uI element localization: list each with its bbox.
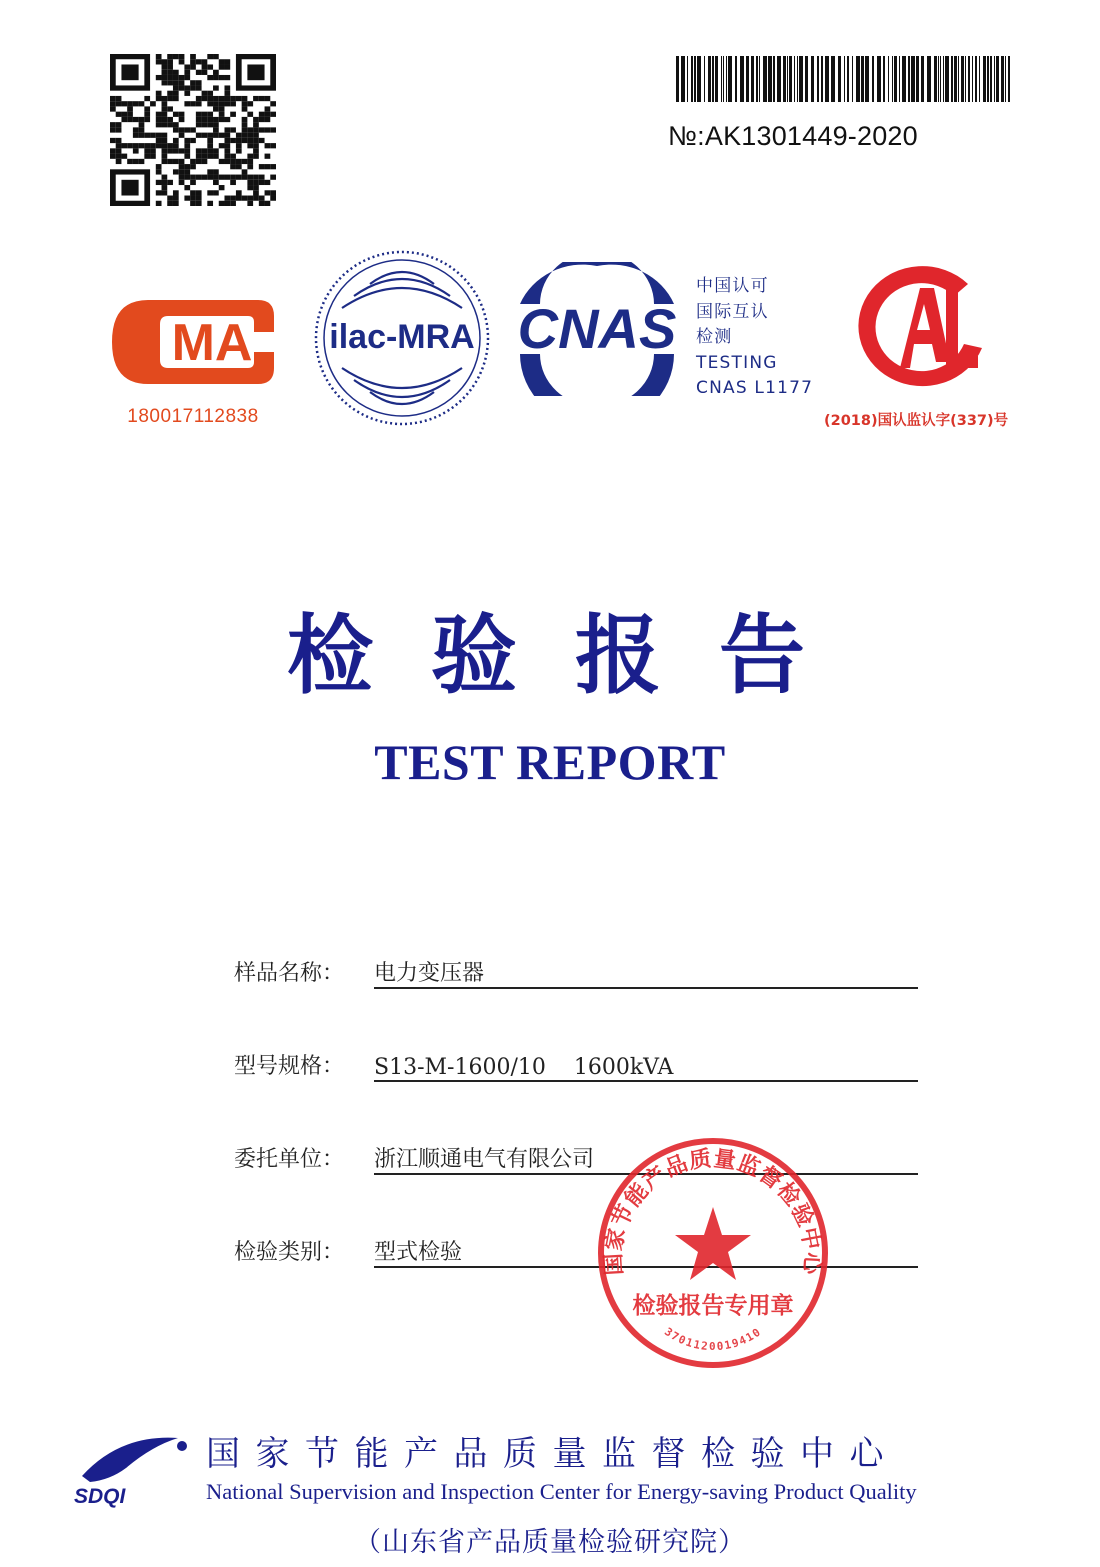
- report-number: №:AK1301449-2020: [668, 121, 918, 151]
- cal-approval-text: (2018)国认监认字(337)号: [824, 413, 1009, 429]
- svg-text:3701120019410: [662, 1325, 764, 1353]
- field-sample-name: [234, 953, 918, 989]
- field-underline: [374, 987, 918, 989]
- field-value: 型式检验: [374, 1240, 463, 1265]
- cma-logo-icon: [108, 292, 278, 392]
- sdqi-text: SDQI: [74, 1485, 126, 1508]
- cnas-line: CNAS L1177: [696, 378, 814, 398]
- cnas-line: 检测: [696, 327, 733, 347]
- seal-center-text: 检验报告专用章: [632, 1292, 794, 1319]
- field-label: 检验类别：: [234, 1240, 345, 1265]
- field-value: 浙江顺通电气有限公司: [374, 1147, 595, 1172]
- org-subtitle: （山东省产品质量检验研究院）: [354, 1527, 746, 1558]
- field-value: 电力变压器: [374, 961, 485, 986]
- cma-letters: MA: [171, 314, 253, 372]
- field-label: 样品名称：: [234, 961, 345, 986]
- qr-code-icon: [110, 54, 276, 206]
- cnas-line: 国际互认: [696, 301, 769, 322]
- org-name-cn: 国家节能产品质量监督检验中心: [206, 1434, 899, 1474]
- field-label: 委托单位：: [234, 1147, 345, 1172]
- cnas-logo-icon: [504, 262, 690, 396]
- field-label: 型号规格：: [234, 1054, 345, 1079]
- field-model-spec: [234, 1046, 918, 1082]
- official-seal-icon: [595, 1135, 831, 1371]
- cnas-line: 中国认可: [696, 276, 769, 296]
- sdqi-logo-icon: [70, 1428, 195, 1508]
- cnas-label: CNAS: [517, 297, 677, 360]
- field-value: S13-M-1600/10 1600kVA: [374, 1055, 674, 1080]
- report-title-cn: 检验报告: [287, 606, 863, 706]
- cma-code: 180017112838: [127, 406, 259, 427]
- ilac-mra-logo-icon: [312, 248, 492, 428]
- cnas-line: TESTING: [696, 352, 778, 373]
- cal-logo-icon: [850, 262, 996, 394]
- seal-code: 3701120019410: [662, 1325, 764, 1354]
- org-name-en: National Supervision and Inspection Center for Energy-saving Product Quality: [206, 1479, 917, 1504]
- cnas-text-block: [696, 274, 813, 402]
- report-title-en: TEST REPORT: [374, 734, 726, 790]
- seal-top-text: 国家节能产品质量监督检验中心: [600, 1145, 826, 1277]
- barcode-icon: [676, 56, 1014, 102]
- ilac-label: ilac-MRA: [329, 318, 475, 356]
- field-underline: [374, 1080, 918, 1082]
